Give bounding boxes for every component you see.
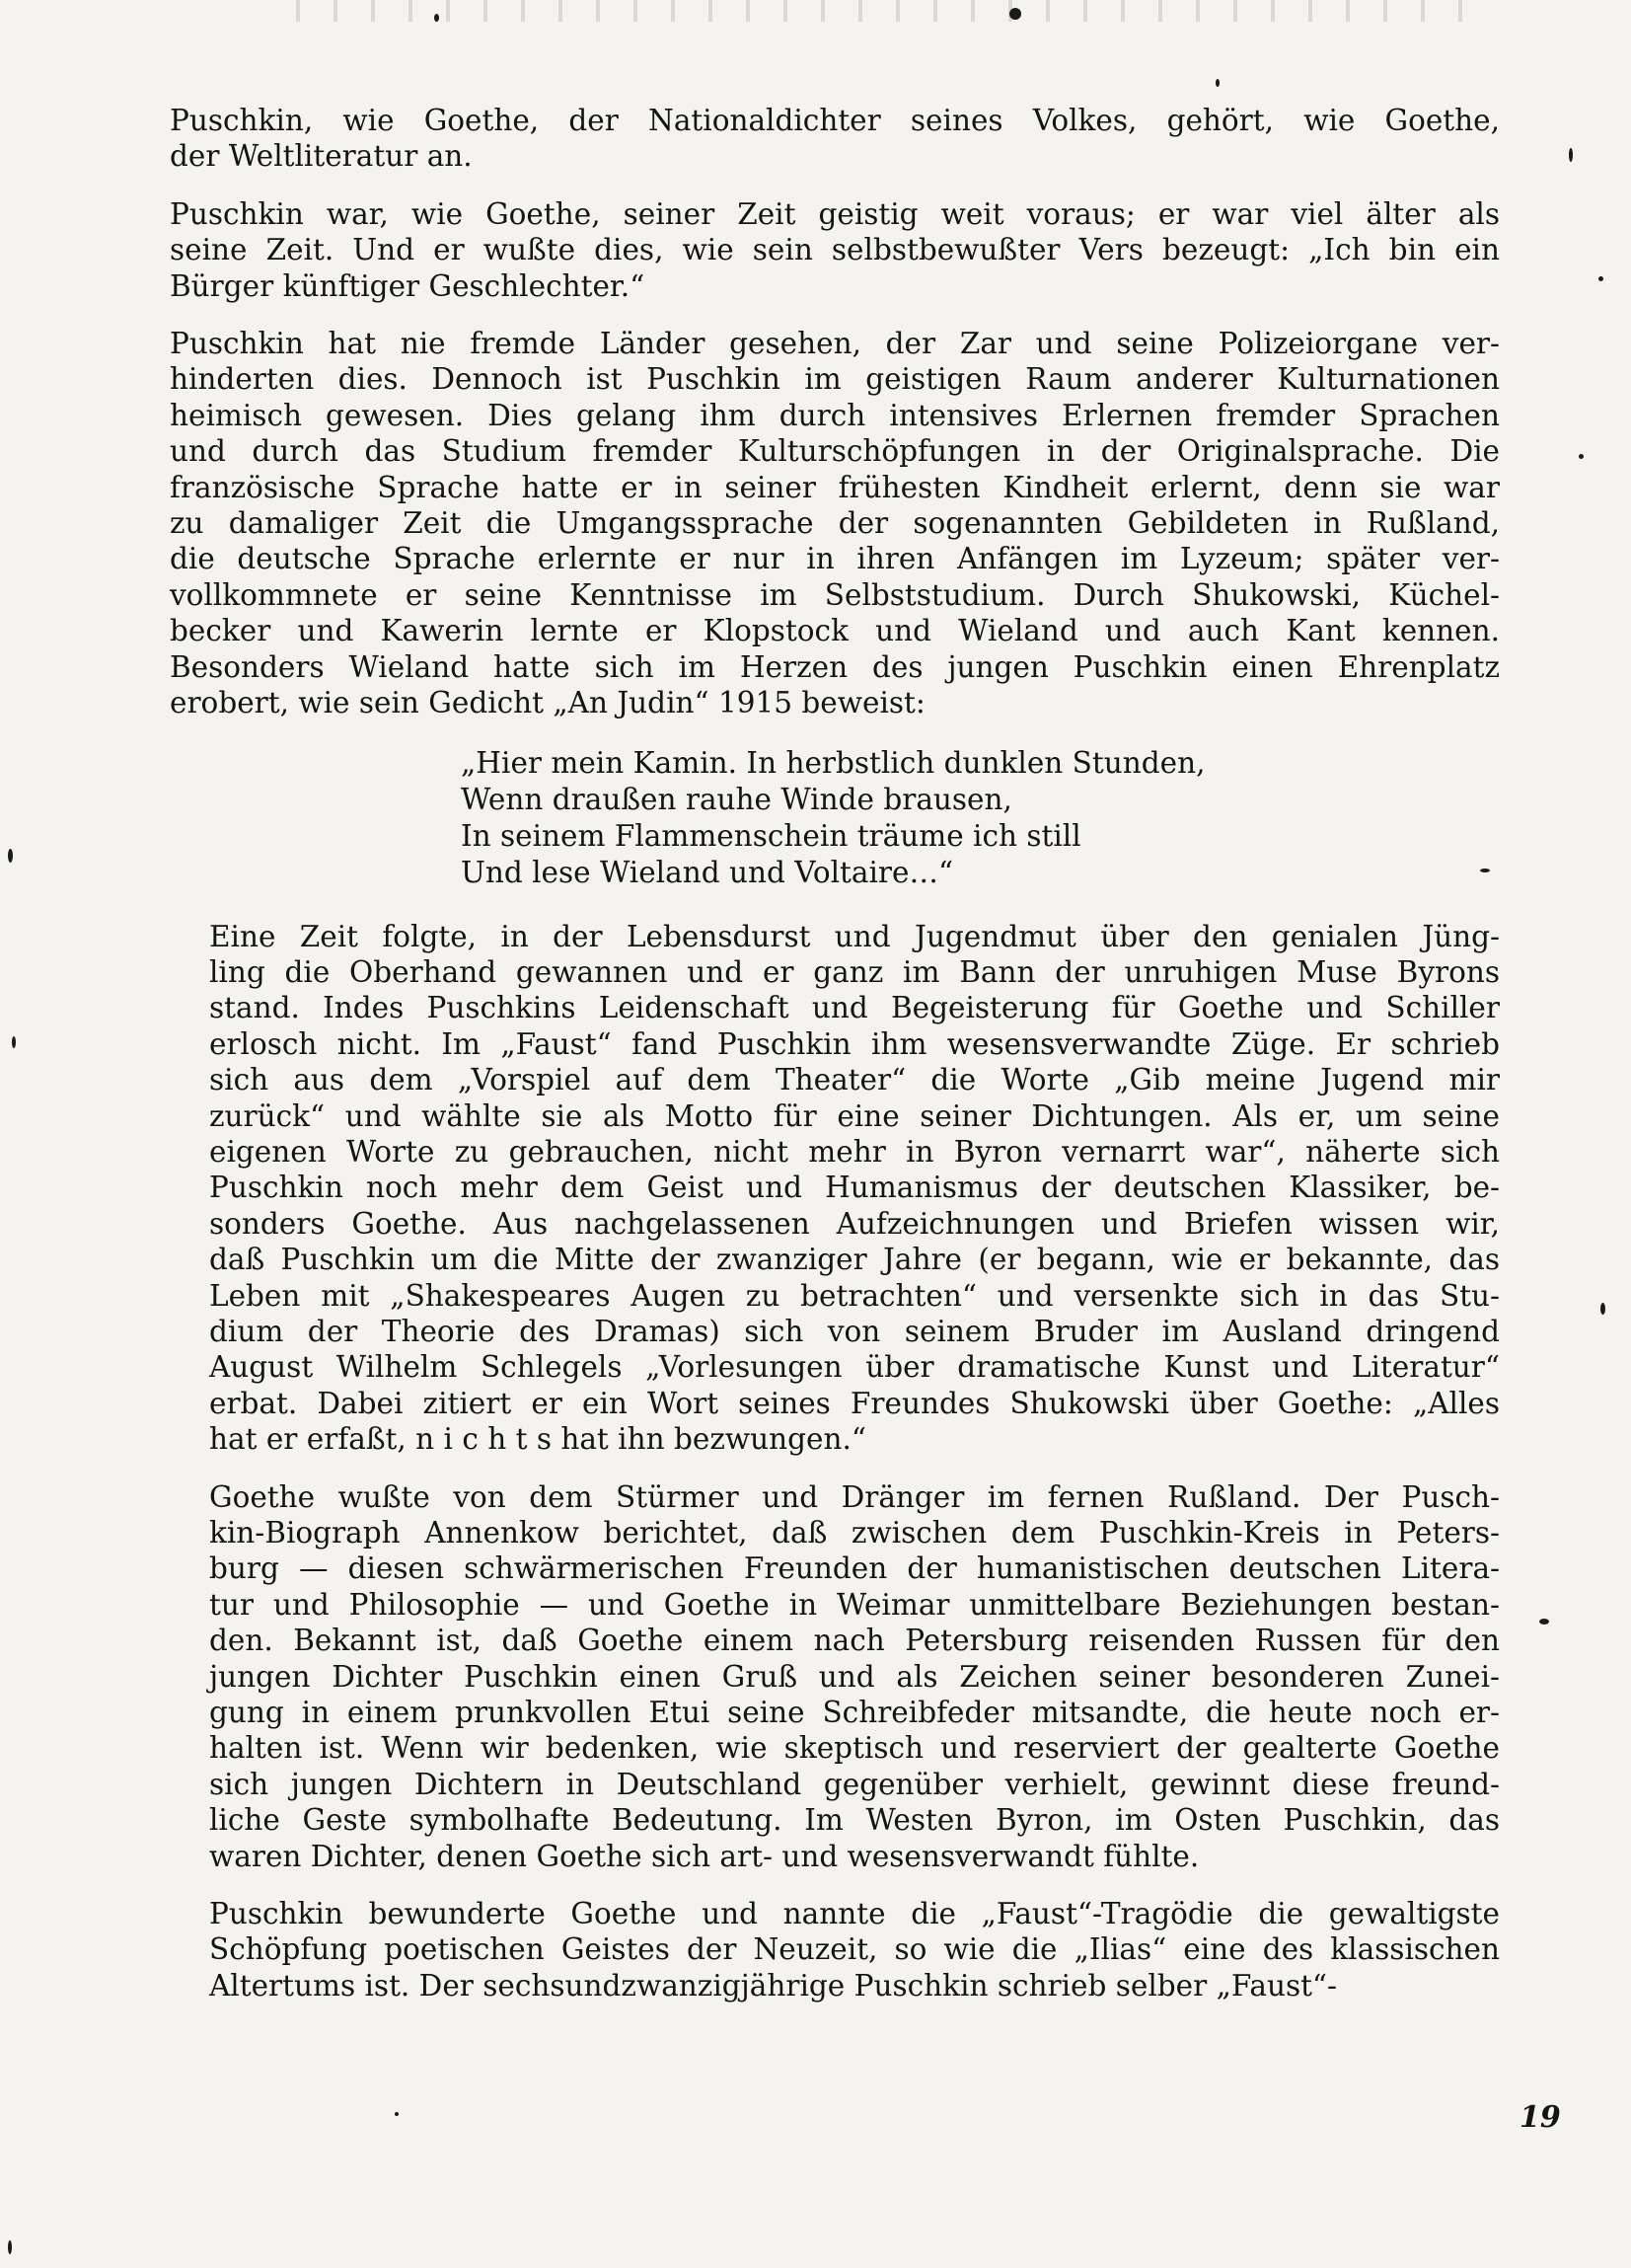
body-text xyxy=(170,103,1500,2025)
page-number: 19 xyxy=(1520,2100,1561,2135)
text-line: daß Puschkin um die Mitte der zwanziger Jahre (er begann, wie er bekannte, das xyxy=(209,1243,1500,1277)
text-line: und durch das Studium fremder Kulturschöpfungen in der Originalsprache. Die xyxy=(170,434,1500,469)
text-line: August Wilhelm Schlegels „Vorlesungen über dramatische Kunst und Literatur“ xyxy=(209,1350,1500,1385)
scan-speck xyxy=(8,2240,12,2254)
text-line: becker und Kawerin lernte er Klopstock und Wieland und auch Kant kennen. xyxy=(170,614,1500,648)
text-line: den. Bekannt ist, daß Goethe einem nach Petersburg reisenden Russen für den xyxy=(209,1624,1500,1658)
text-line: eigenen Worte zu gebrauchen, nicht mehr in Byron vernarrt war“, näherte sich xyxy=(209,1134,1500,1169)
paragraph xyxy=(170,103,1500,175)
text-line: Puschkin, wie Goethe, der Nationaldichter seines Volkes, gehört, wie Goethe, xyxy=(170,104,1500,137)
text-line: Puschkin war, wie Goethe, seiner Zeit geistig weit voraus; er war viel älter als xyxy=(170,196,1500,231)
scan-speck xyxy=(1579,454,1584,459)
text-line: heimisch gewesen. Dies gelang ihm durch intensives Erlernen fremder Sprachen xyxy=(170,398,1500,432)
scan-speck xyxy=(8,849,13,863)
text-line: vollkommnete er seine Kenntnisse im Selbststudium. Durch Shukowski, Küchel- xyxy=(170,577,1500,612)
scan-noise xyxy=(296,0,1480,22)
paragraph xyxy=(170,1479,1500,1874)
text-line: der Weltliteratur an. xyxy=(170,139,473,174)
text-line: die deutsche Sprache erlernte er nur in ihren Anfängen im Lyzeum; später ver- xyxy=(170,542,1500,576)
text-line: Bürger künftiger Geschlechter.“ xyxy=(170,268,645,303)
scan-speck xyxy=(1009,8,1021,20)
text-line: seine Zeit. Und er wußte dies, wie sein selbstbewußter Vers bezeugt: „Ich bin ein xyxy=(170,233,1500,267)
paragraph xyxy=(170,919,1500,1458)
text-line: zu damaliger Zeit die Umgangssprache der sogenannten Gebildeten in Rußland, xyxy=(170,506,1500,541)
text-line: erbat. Dabei zitiert er ein Wort seines Freundes Shukowski über Goethe: „Alles xyxy=(209,1386,1500,1420)
text-line: Leben mit „Shakespeares Augen zu betrachten“ und versenkte sich in das Stu- xyxy=(209,1278,1500,1313)
text-line: tur und Philosophie — und Goethe in Weimar unmittelbare Beziehungen bestan- xyxy=(209,1587,1500,1622)
scan-speck xyxy=(12,1036,16,1048)
poem-line: „Hier mein Kamin. In herbstlich dunklen Stunden, xyxy=(461,745,1206,780)
poem-line: Und lese Wieland und Voltaire…“ xyxy=(461,855,954,889)
text-line: sich aus dem „Vorspiel auf dem Theater“ die Worte „Gib meine Jugend mir xyxy=(209,1063,1500,1097)
paragraph xyxy=(170,326,1500,720)
text-line: kin-Biograph Annenkow berichtet, daß zwischen dem Puschkin-Kreis in Peters- xyxy=(209,1516,1500,1550)
text-line: Besonders Wieland hatte sich im Herzen des jungen Puschkin einen Ehrenplatz xyxy=(170,649,1500,684)
text-line: halten ist. Wenn wir bedenken, wie skeptisch und reserviert der gealterte Goethe xyxy=(209,1731,1500,1766)
text-line: Altertums ist. Der sechsundzwanzigjährige Puschkin schrieb selber „Faust“- xyxy=(209,1968,1337,2003)
paragraphs-before-poem xyxy=(170,103,1500,721)
text-line: erlosch nicht. Im „Faust“ fand Puschkin ihm wesensverwandte Züge. Er schrieb xyxy=(209,1026,1500,1061)
scan-speck xyxy=(1480,869,1490,872)
text-line: zurück“ und wählte sie als Motto für eine seiner Dichtungen. Als er, um seine xyxy=(209,1098,1500,1133)
text-line: Eine Zeit folgte, in der Lebensdurst und Jugendmut über den genialen Jüng- xyxy=(209,919,1500,953)
text-line: Goethe wußte von dem Stürmer und Dränger im fernen Rußland. Der Pusch- xyxy=(209,1479,1500,1514)
poem-line: Wenn draußen rauhe Winde brausen, xyxy=(461,782,1012,816)
text-line: dium der Theorie des Dramas) sich von seinem Bruder im Ausland dringend xyxy=(209,1314,1500,1348)
text-line: Puschkin noch mehr dem Geist und Humanismus der deutschen Klassiker, be- xyxy=(209,1171,1500,1205)
poem-line: In seinem Flammenschein träume ich still xyxy=(461,818,1081,853)
text-line: gung in einem prunkvollen Etui seine Schreibfeder mitsandte, die heute noch er- xyxy=(209,1696,1500,1730)
text-line: waren Dichter, denen Goethe sich art- und wesensverwandt fühlte. xyxy=(209,1839,1200,1873)
text-line: sich jungen Dichtern in Deutschland gegenüber verhielt, gewinnt diese freund- xyxy=(209,1767,1500,1801)
text-line: erobert, wie sein Gedicht „An Judin“ 1915 beweist: xyxy=(170,686,926,720)
paragraph xyxy=(170,196,1500,304)
scan-speck xyxy=(395,2112,399,2116)
paragraph xyxy=(170,1896,1500,2003)
text-line: Schöpfung poetischen Geistes der Neuzeit, so wie die „Ilias“ eine des klassischen xyxy=(209,1932,1500,1967)
text-line: französische Sprache hatte er in seiner frühesten Kindheit erlernt, denn sie war xyxy=(170,470,1500,504)
text-line: Puschkin bewunderte Goethe und nannte die „Faust“-Tragödie die gewaltigste xyxy=(209,1897,1500,1931)
poem-quote xyxy=(461,745,1500,891)
scan-speck xyxy=(434,14,439,22)
text-line: jungen Dichter Puschkin einen Gruß und als Zeichen seiner besonderen Zunei- xyxy=(209,1659,1500,1694)
scan-speck xyxy=(1569,148,1573,162)
text-line: hat er erfaßt, n i c h t s hat ihn bezwungen.“ xyxy=(209,1422,866,1457)
paragraphs-after-poem xyxy=(170,919,1500,2004)
text-line: liche Geste symbolhafte Bedeutung. Im Westen Byron, im Osten Puschkin, das xyxy=(209,1803,1500,1838)
text-line: sonders Goethe. Aus nachgelassenen Aufzeichnungen und Briefen wissen wir, xyxy=(209,1206,1500,1241)
text-line: ling die Oberhand gewannen und er ganz im Bann der unruhigen Muse Byrons xyxy=(209,954,1500,989)
scan-speck xyxy=(1600,1303,1605,1315)
scan-speck xyxy=(1539,1619,1549,1625)
scan-speck xyxy=(1598,276,1603,281)
text-line: hinderten dies. Dennoch ist Puschkin im geistigen Raum anderer Kulturnationen xyxy=(170,362,1500,397)
text-line: burg — diesen schwärmerischen Freunden der humanistischen deutschen Litera- xyxy=(209,1551,1500,1586)
text-line: Puschkin hat nie fremde Länder gesehen, der Zar und seine Polizeiorgane ver- xyxy=(170,327,1500,361)
text-line: stand. Indes Puschkins Leidenschaft und Begeisterung für Goethe und Schiller xyxy=(209,991,1500,1025)
scan-speck xyxy=(1216,79,1220,87)
